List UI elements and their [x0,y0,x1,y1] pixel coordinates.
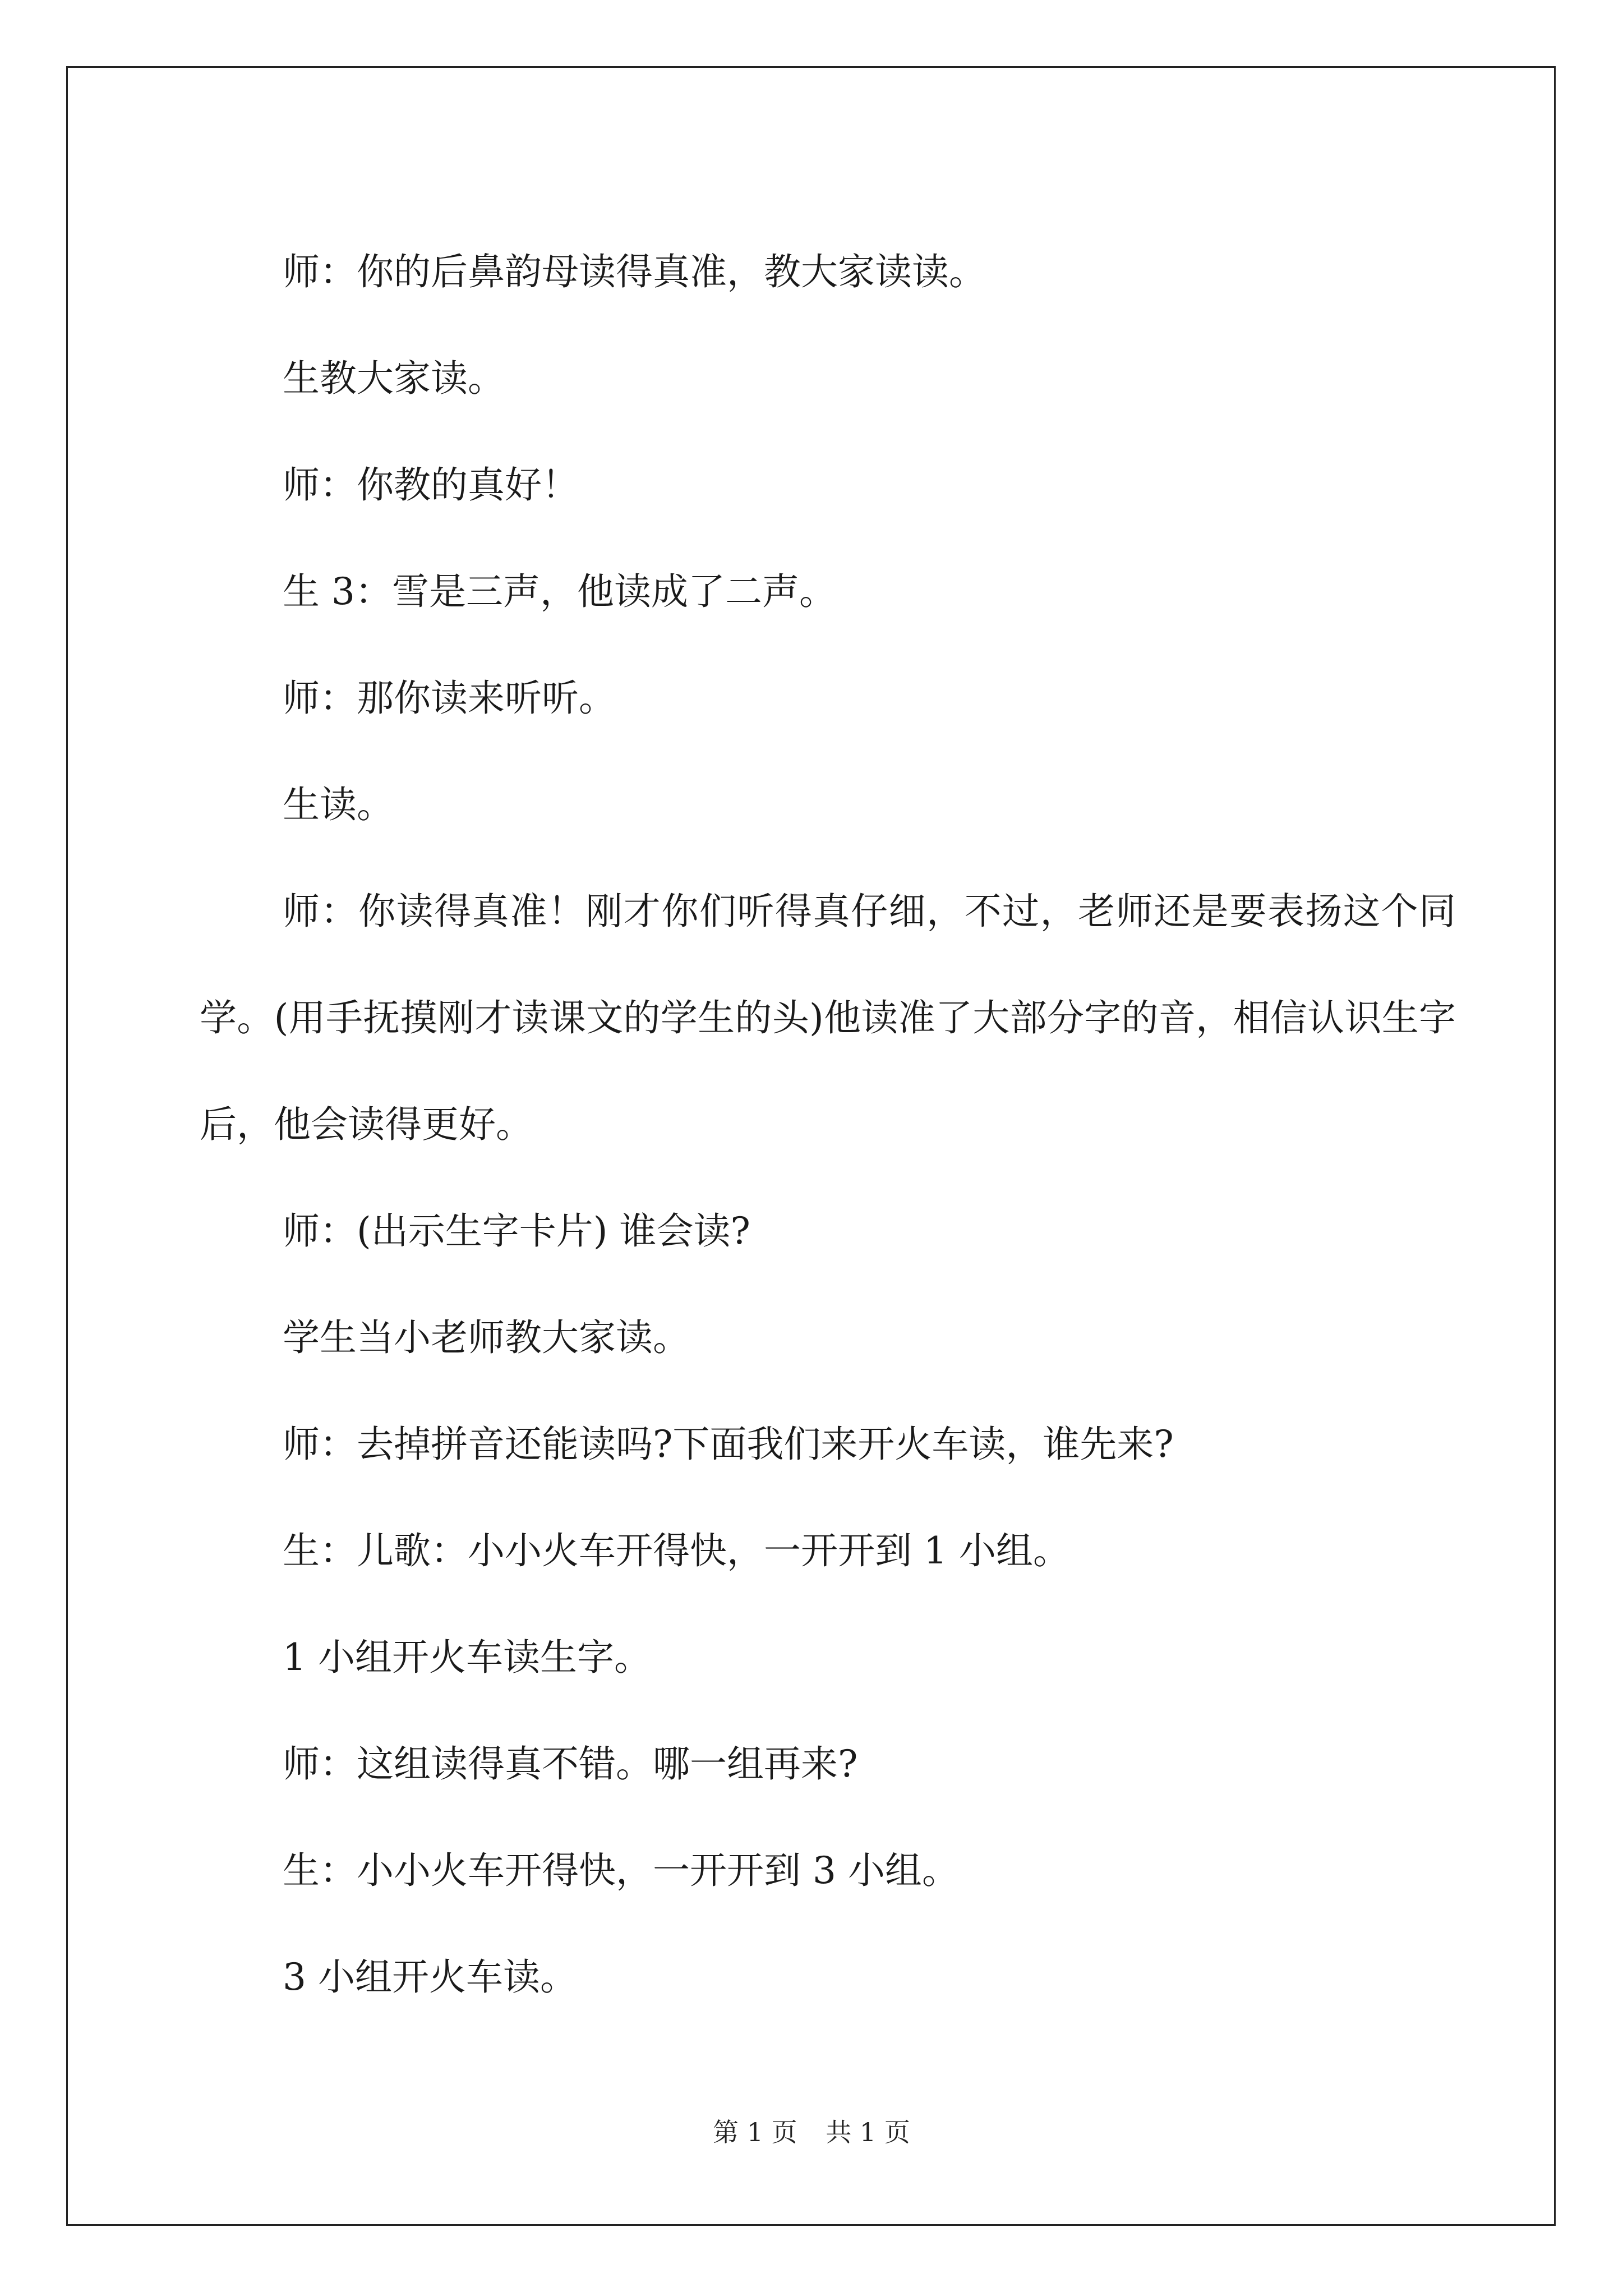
paragraph: 师：那你读来听听。 [283,677,616,720]
paragraph: 学生当小老师教大家读。 [283,1316,690,1359]
paragraph: 师：这组读得真不错。哪一组再来? [283,1742,858,1786]
page-footer [0,2112,1623,2149]
page-number: 第 1 页 [713,2117,797,2147]
page-total: 共 1 页 [826,2117,910,2147]
paragraph: 师：(出示生字卡片) 谁会读? [283,1209,750,1253]
paragraph: 生 3：雪是三声，他读成了二声。 [283,570,836,613]
paragraph: 生：小小火车开得快，一开开到 3 小组。 [283,1849,959,1892]
paragraph: 生教大家读。 [283,357,505,400]
paragraph: 生：儿歌：小小火车开得快，一开开到 1 小组。 [283,1529,1070,1572]
paragraph: 师：你的后鼻韵母读得真准，教大家读读。 [283,250,986,293]
document-body [200,219,1456,2031]
paragraph: 师：你读得真准！刚才你们听得真仔细，不过，老师还是要表扬这个同学。(用手抚摸刚才读课文的学生的头)他读准了大部分字的音，相信认识生字后，他会读得更好。 [200,890,1456,1146]
paragraph: 1 小组开火车读生字。 [283,1636,651,1679]
paragraph: 生读。 [283,783,394,826]
paragraph: 师：你教的真好！ [283,463,579,507]
paragraph: 师：去掉拼音还能读吗?下面我们来开火车读，谁先来? [283,1423,1174,1466]
paragraph: 3 小组开火车读。 [283,1955,577,1999]
